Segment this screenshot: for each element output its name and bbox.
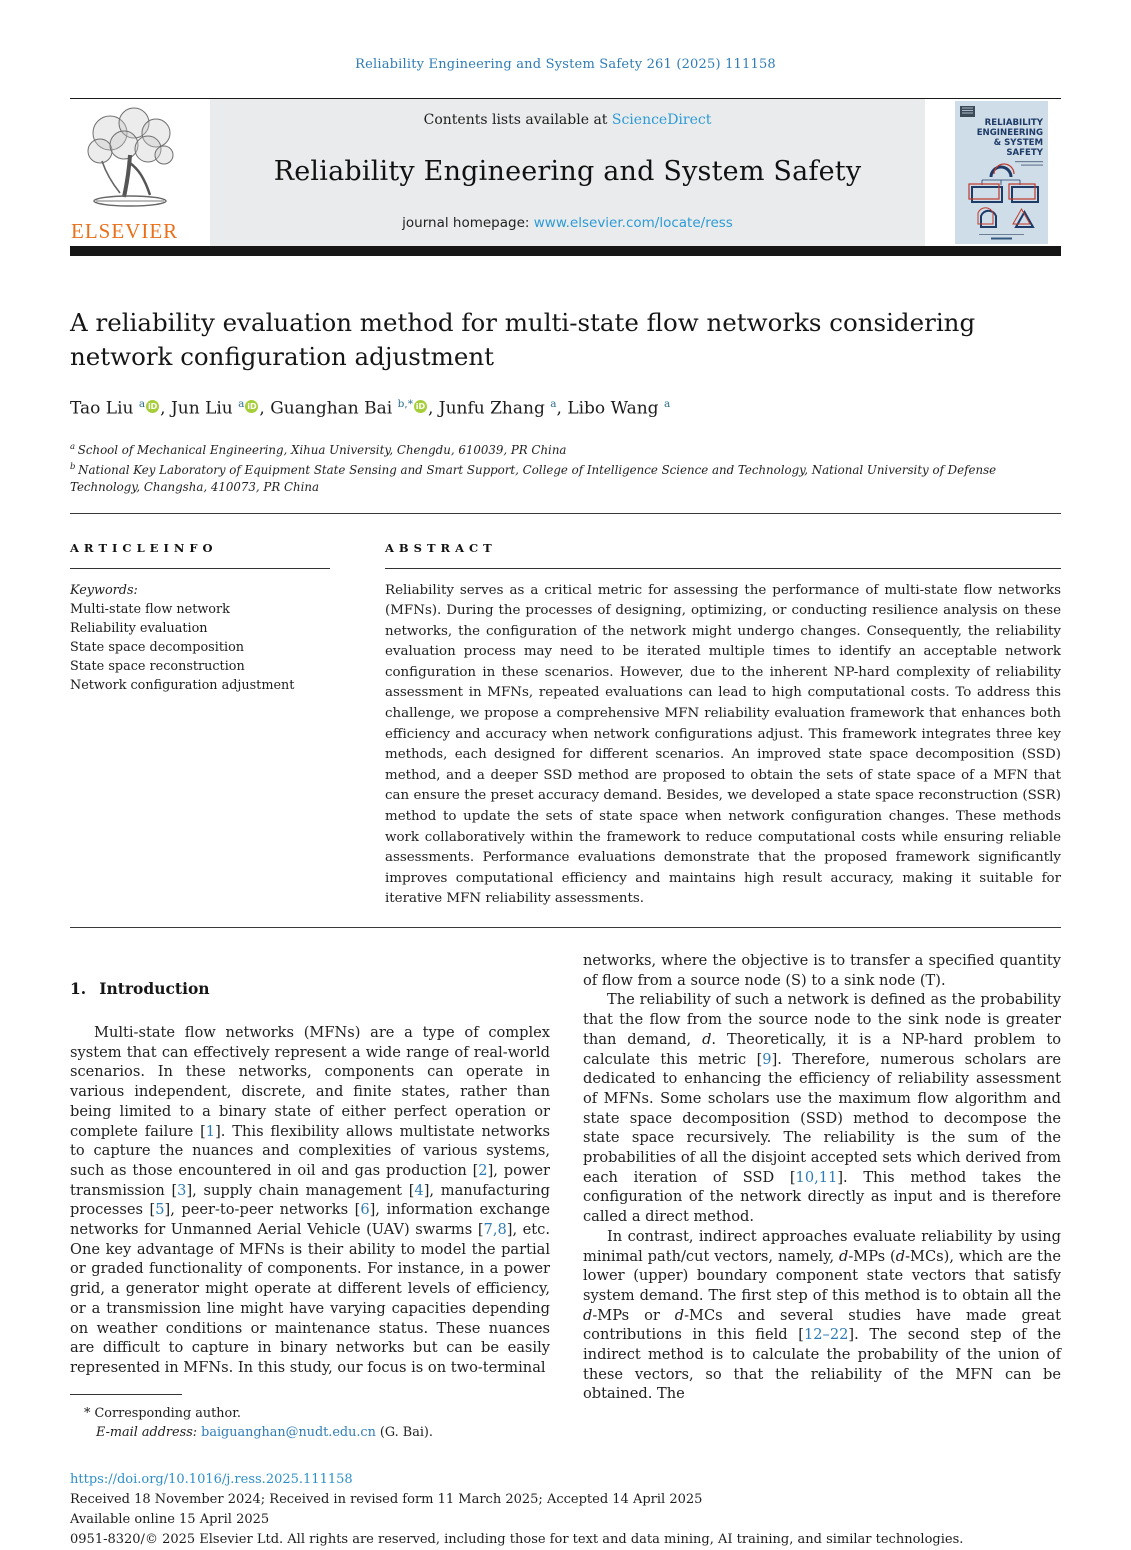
section-heading-introduction: 1. Introduction <box>70 979 210 998</box>
inline-link[interactable]: 10,11 <box>795 1168 838 1186</box>
keywords-label: Keywords: <box>70 582 138 598</box>
affiliations <box>70 439 1061 496</box>
svg-text:ENGINEERING: ENGINEERING <box>976 128 1043 138</box>
article-metadata-footer <box>70 1470 1061 1550</box>
doi-link[interactable]: https://doi.org/10.1016/j.ress.2025.111158 <box>70 1471 353 1487</box>
copyright-line: 0951-8320/© 2025 Elsevier Ltd. All rights are reserved, including those for text and data mining, AI training, and similar technologies. <box>70 1531 964 1547</box>
abstract-heading: A B S T R A C T <box>385 540 493 555</box>
intro-paragraph-3: The reliability of such a network is defined as the probability that the flow from the source node to the sink node is greater than demand, d. Theoretically, it is a NP-hard problem to calculate this metric [9]. Therefore, numerous scholars are dedicated to enhancing the efficiency of reliability assessment of MFNs. Some scholars use the maximum flow algorithm and state space decomposition (SSD) method to decompose the state space recursively. The reliability is the sum of the probabilities of all the disjoint accepted sets which derived from each iteration of SSD [10,11]. This method takes the configuration of the network directly as input and is therefore called a direct method. <box>583 991 1062 1226</box>
homepage-line: journal homepage: www.elsevier.com/locate/ress <box>402 215 733 231</box>
orcid-icon[interactable]: iD <box>415 401 426 411</box>
abstract-column <box>385 541 1061 911</box>
footnote-block <box>70 1394 550 1442</box>
info-abstract-row <box>70 514 1061 911</box>
masthead-rule <box>70 246 1061 256</box>
inline-link[interactable]: 7,8 <box>483 1221 507 1239</box>
svg-text:RELIABILITY: RELIABILITY <box>984 118 1043 128</box>
article-info-rule <box>70 568 330 569</box>
footnote-divider <box>70 1394 182 1395</box>
journal-cover-thumbnail <box>955 101 1048 246</box>
intro-paragraph-2: networks, where the objective is to transfer a specified quantity of flow from a source node (S) to a sink node (T). <box>583 952 1061 989</box>
affiliation-b: $^b$ National Key Laboratory of Equipment State Sensing and Smart Support, College of Intelligence Science and Technology, National University of Defense Technology, Changsha, 410073, PR China <box>70 461 997 494</box>
left-column <box>70 928 550 1442</box>
intro-paragraph-4: In contrast, indirect approaches evaluate reliability by using minimal path/cut vectors, namely, d-MPs (d-MCs), which are the lower (upper) boundary component state vectors that satisfy system demand. The first step of this method is to obtain all the d-MPs or d-MCs and several studies have made great contributions in this field [12–22]. The second step of the indirect method is to calculate the probability of the union of these vectors, so that the reliability of the MFN can be obtained. The <box>583 1227 1062 1403</box>
contents-line: Contents lists available at ScienceDirect <box>423 112 712 128</box>
journal-masthead <box>70 98 1061 246</box>
keyword-item: Reliability evaluation <box>70 620 208 636</box>
right-column <box>583 928 1061 1442</box>
article-info-column <box>70 541 330 911</box>
keyword-item: Multi-state flow network <box>70 601 230 617</box>
inline-link[interactable]: 2 <box>478 1161 488 1179</box>
inline-link[interactable]: 3 <box>177 1181 187 1199</box>
inline-link[interactable]: 12–22 <box>803 1326 849 1344</box>
inline-link[interactable]: 4 <box>414 1181 424 1199</box>
available-online: Available online 15 April 2025 <box>70 1511 270 1527</box>
keyword-item: State space reconstruction <box>70 658 245 674</box>
received-dates: Received 18 November 2024; Received in revised form 11 March 2025; Accepted 14 April 2025 <box>70 1491 703 1507</box>
author-list: Tao Liu $^a$ iD , Jun Liu $^a$ iD , Guanghan Bai $^{b,*}$ iD , Junfu Zhang $^a$, Libo Wang $^a$ <box>70 398 671 419</box>
article-title: A reliability evaluation method for multi-state flow networks considering network configuration adjustment <box>70 308 976 371</box>
journal-title: Reliability Engineering and System Safety <box>273 156 862 187</box>
journal-homepage-link[interactable]: www.elsevier.com/locate/ress <box>533 215 733 231</box>
elsevier-logo <box>70 99 210 246</box>
abstract-text: Reliability serves as a critical metric for assessing the performance of multi-state flow networks (MFNs). During the processes of designing, optimizing, or conducting resilience analysis on these networks, the configuration of the network might undergo changes. Consequently, the reliability evaluation process may need to be iterated multiple times to identify an acceptable network configuration in these scenarios. However, due to the inherent NP-hard complexity of reliability assessment in MFNs, repeated evaluations can lead to high computational costs. To address this challenge, we propose a comprehensive MFN reliability evaluation framework that enhances both efficiency and accuracy when network configurations adjust. This framework integrates three key methods, each designed for different scenarios. An improved state space decomposition (SSD) method, and a deeper SSD method are proposed to obtain the sets of state space of a MFN that can ensure the preset accuracy demand. Besides, we developed a state space reconstruction (SSR) method to update the sets of state space when network configuration changes. These methods work collaboratively within the framework to reduce computational costs while ensuring reliable assessments. Performance evaluations demonstrate that the proposed framework significantly improves computational efficiency and maintains high result accuracy, making it suitable for iterative MFN reliability assessments. <box>385 582 1061 907</box>
keyword-item: Network configuration adjustment <box>70 677 295 693</box>
inline-link[interactable]: 6 <box>360 1201 370 1219</box>
orcid-icon[interactable]: iD <box>147 401 158 411</box>
elsevier-tree-icon <box>72 103 192 215</box>
inline-link[interactable]: 5 <box>155 1201 165 1219</box>
corresponding-author-note: * Corresponding author. <box>84 1405 241 1421</box>
intro-paragraph-1: Multi-state flow networks (MFNs) are a type of complex system that can effectively represent a wide range of real-world scenarios. In these networks, components can operate in various independent, discrete, and finite states, rather than being limited to a binary state of either perfect operation or complete failure [1]. This flexibility allows multistate networks to capture the nuances and complexities of various systems, such as those encountered in oil and gas production [2], power transmission [3], supply chain management [4], manufacturing processes [5], peer-to-peer networks [6], information exchange networks for Unmanned Aerial Vehicle (UAV) swarms [7,8], etc. One key advantage of MFNs is their ability to model the partial or graded functionality of components. For instance, in a power grid, a generator might operate at different levels of efficiency, or a transmission line might have varying capacities depending on weather conditions or maintenance status. These nuances are difficult to capture in binary networks but can be easily represented in MFNs. In this study, our focus is on two-terminal <box>70 1024 551 1376</box>
journal-cover-icon <box>955 101 1048 244</box>
email-note: E-mail address: baiguanghan@nudt.edu.cn (G. Bai). <box>96 1424 433 1440</box>
abstract-rule <box>385 568 1061 569</box>
keyword-item: State space decomposition <box>70 639 245 655</box>
masthead-panel <box>210 99 925 246</box>
inline-link[interactable]: 1 <box>205 1122 216 1140</box>
running-head-citation: Reliability Engineering and System Safety 261 (2025) 111158 <box>355 57 776 72</box>
sciencedirect-link[interactable]: ScienceDirect <box>611 112 712 128</box>
article-info-heading: A R T I C L E I N F O <box>70 540 214 555</box>
body-columns <box>70 928 1061 1442</box>
affiliation-a: $^a$ School of Mechanical Engineering, Xihua University, Chengdu, 610039, PR China <box>70 441 567 457</box>
svg-text:SAFETY: SAFETY <box>1006 148 1043 158</box>
elsevier-wordmark: ELSEVIER <box>71 219 179 243</box>
inline-link[interactable]: 9 <box>762 1050 772 1068</box>
svg-text:& SYSTEM: & SYSTEM <box>993 138 1043 148</box>
orcid-icon[interactable]: iD <box>247 401 257 411</box>
inline-link[interactable]: baiguanghan@nudt.edu.cn <box>201 1424 376 1440</box>
